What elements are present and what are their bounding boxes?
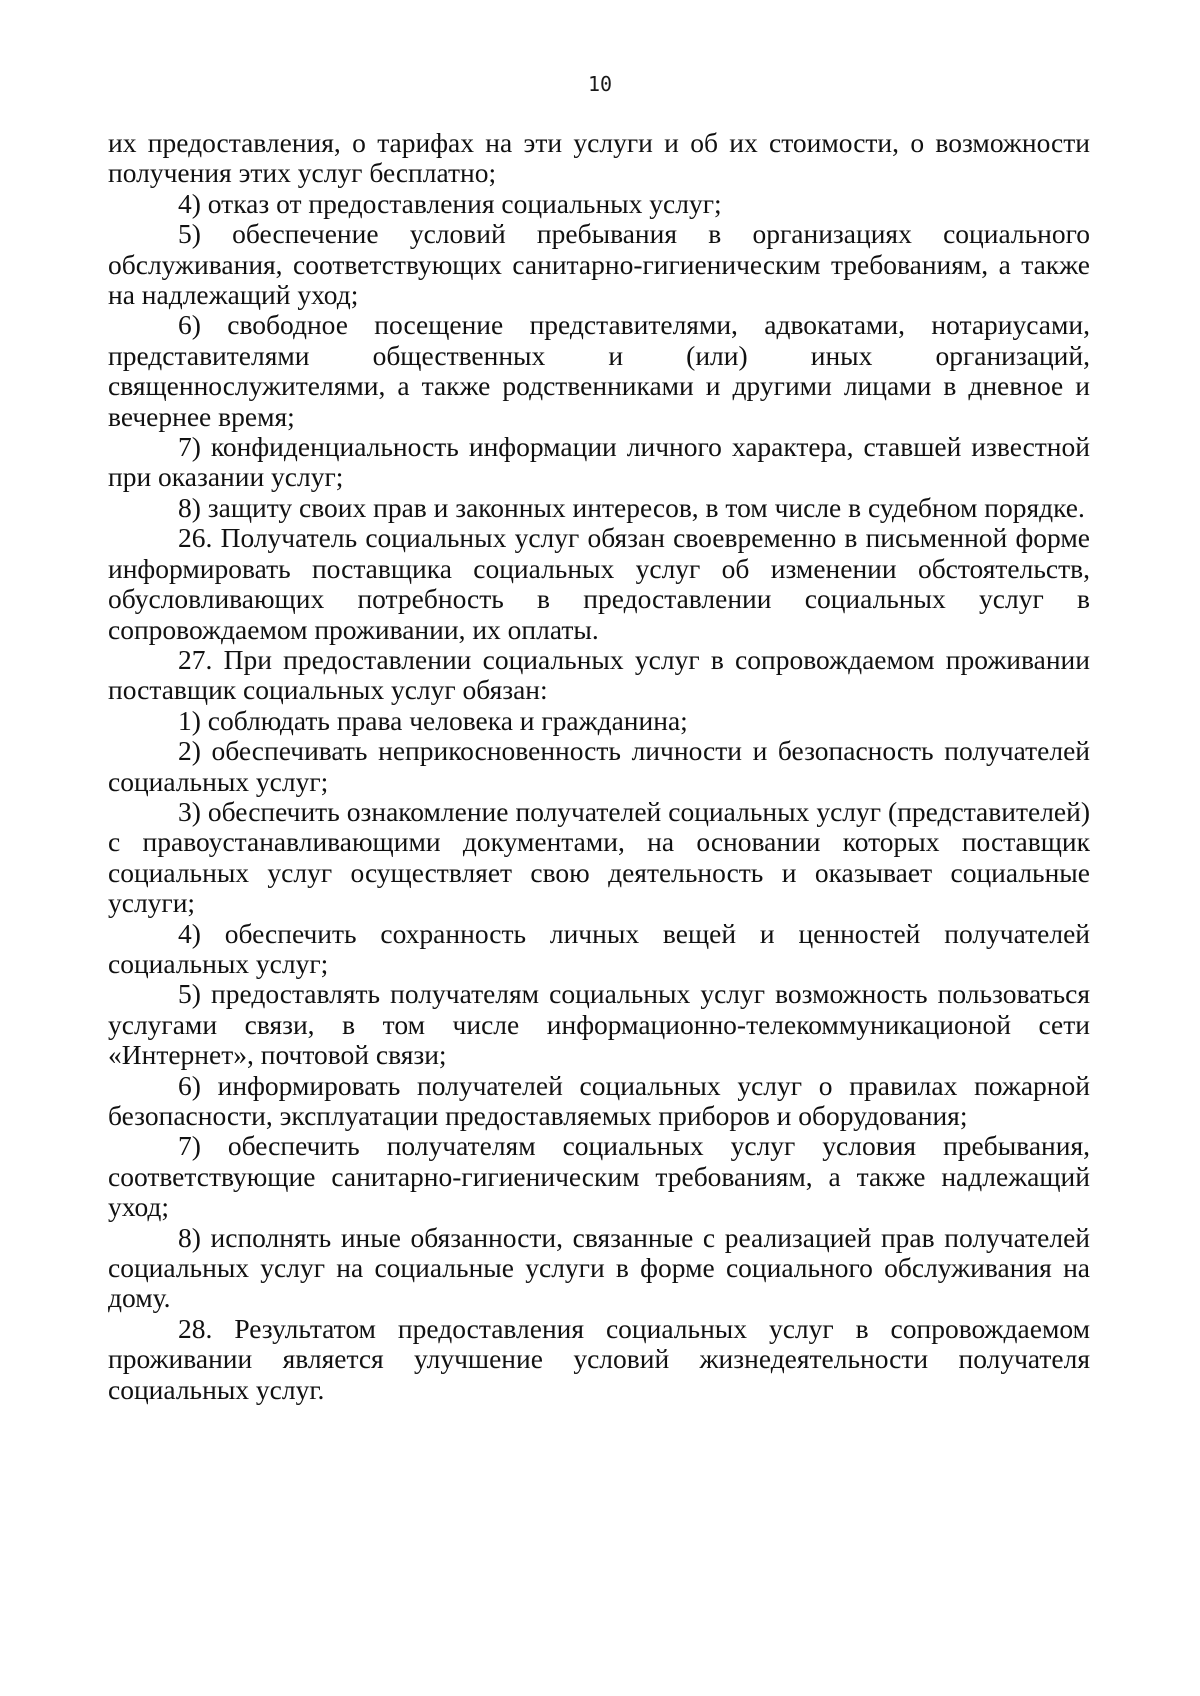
paragraph-clause-26: 26. Получатель социальных услуг обязан своевременно в письменной форме информировать поставщика социальных услуг об изменении обстоятельств, обусловливающих потребность в предоставлении социальных услуг в сопровождаемом проживании, их оплаты.	[108, 522, 1090, 645]
paragraph-continuation: их предоставления, о тарифах на эти услуги и об их стоимости, о возможности получения этих услуг бесплатно;	[108, 127, 1090, 189]
paragraph-clause-27-item-7: 7) обеспечить получателям социальных услуг условия пребывания, соответствующие санитарно-гигиеническим требованиям, а также надлежащий уход;	[108, 1130, 1090, 1223]
document-body	[108, 128, 1090, 1405]
page-number: 10	[587, 72, 613, 96]
paragraph-clause-27-item-8: 8) исполнять иные обязанности, связанные с реализацией прав получателей социальных услуг на социальные услуги в форме социального обслуживания на дому.	[108, 1221, 1090, 1314]
paragraph-item-7-confidentiality: 7) конфиденциальность информации личного характера, ставшей известной при оказании услуг;	[108, 431, 1090, 493]
paragraph-clause-27-item-6: 6) информировать получателей социальных услуг о правилах пожарной безопасности, эксплуатации предоставляемых приборов и оборудования;	[108, 1069, 1090, 1131]
paragraph-item-8-protection: 8) защиту своих прав и законных интересов, в том числе в судебном порядке.	[178, 491, 1085, 523]
paragraph-clause-27-item-3: 3) обеспечить ознакомление получателей социальных услуг (представителей) с правоустанавливающими документами, на основании которых поставщик социальных услуг осуществляет свою деятельность и оказывает социальные услуги;	[108, 795, 1090, 919]
paragraph-clause-27-item-2: 2) обеспечивать неприкосновенность личности и безопасность получателей социальных услуг;	[108, 735, 1090, 797]
paragraph-clause-27: 27. При предоставлении социальных услуг в сопровождаемом проживании поставщик социальных услуг обязан:	[108, 643, 1090, 706]
paragraph-clause-27-item-1: 1) соблюдать права человека и гражданина;	[178, 704, 688, 736]
paragraph-item-4-refusal: 4) отказ от предоставления социальных услуг;	[178, 187, 722, 219]
paragraph-clause-28: 28. Результатом предоставления социальных услуг в сопровождаемом проживании является улучшение условий жизнедеятельности получателя социальных услуг.	[108, 1312, 1090, 1405]
paragraph-item-5-conditions: 5) обеспечение условий пребывания в организациях социального обслуживания, соответствующих санитарно-гигиеническим требованиям, а также на надлежащий уход;	[108, 218, 1090, 311]
paragraph-clause-27-item-5: 5) предоставлять получателям социальных услуг возможность пользоваться услугами связи, в том числе информационно-телекоммуникационой сети «Интернет», почтовой связи;	[108, 978, 1090, 1071]
paragraph-clause-27-item-4: 4) обеспечить сохранность личных вещей и ценностей получателей социальных услуг;	[108, 917, 1090, 979]
paragraph-item-6-visits: 6) свободное посещение представителями, адвокатами, нотариусами, представителями общественных и (или) иных организаций, священнослужителями, а также родственниками и другими лицами в дневное и вечернее время;	[108, 309, 1090, 432]
